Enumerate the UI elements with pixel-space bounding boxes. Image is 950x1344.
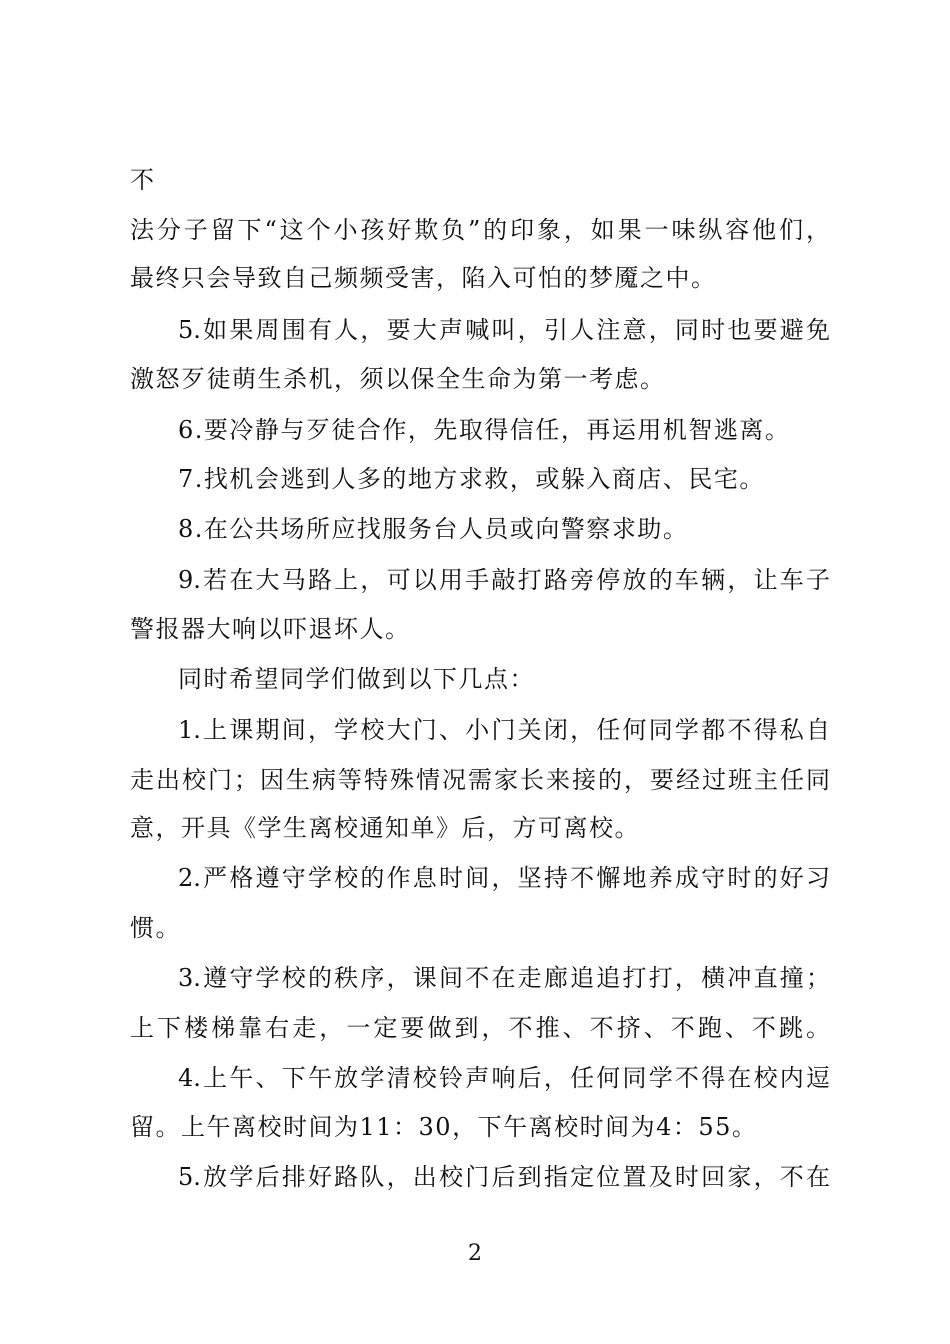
rule-3-line-2: 上下楼梯靠右走，一定要做到，不推、不挤、不跑、不跳。: [130, 1014, 830, 1042]
rule-5-line-1: 5.放学后排好路队，出校门后到指定位置及时回家，不在: [178, 1163, 830, 1191]
text-line: 最终只会导致自己频频受害，陷入可怕的梦魇之中。: [130, 264, 717, 292]
page-number: 2: [468, 1241, 482, 1266]
paragraph-7: 7.找机会逃到人多的地方求救，或躲入商店、民宅。: [178, 465, 765, 493]
paragraph-9-line-2: 警报器大响以吓退坏人。: [130, 615, 411, 643]
paragraph-5-line-2: 激怒歹徒萌生杀机，须以保全生命为第一考虑。: [130, 365, 666, 393]
rule-4-line-2: 留。上午离校时间为11：30，下午离校时间为4：55。: [130, 1113, 758, 1141]
rule-4-line-1: 4.上午、下午放学清校铃声响后，任何同学不得在校内逗: [178, 1064, 830, 1092]
paragraph-5-line-1: 5.如果周围有人，要大声喊叫，引人注意，同时也要避免: [178, 316, 830, 344]
text-line: 不: [130, 166, 156, 194]
text-line: 法分子留下“这个小孩好欺负”的印象，如果一味纵容他们，: [130, 216, 830, 244]
section-intro: 同时希望同学们做到以下几点：: [178, 665, 535, 693]
paragraph-9-line-1: 9.若在大马路上，可以用手敲打路旁停放的车辆，让车子: [178, 566, 830, 594]
rule-3-line-1: 3.遵守学校的秩序，课间不在走廊追追打打，横冲直撞；: [178, 964, 830, 992]
rule-1-line-3: 意，开具《学生离校通知单》后，方可离校。: [130, 814, 640, 842]
rule-1-line-1: 1.上课期间，学校大门、小门关闭，任何同学都不得私自: [178, 716, 830, 744]
rule-1-line-2: 走出校门；因生病等特殊情况需家长来接的，要经过班主任同: [130, 766, 830, 794]
paragraph-6: 6.要冷静与歹徒合作，先取得信任，再运用机智逃离。: [178, 416, 791, 444]
rule-2-line-2: 惯。: [130, 914, 181, 942]
rule-2-line-1: 2.严格遵守学校的作息时间，坚持不懈地养成守时的好习: [178, 864, 830, 892]
paragraph-8: 8.在公共场所应找服务台人员或向警察求助。: [178, 515, 689, 543]
